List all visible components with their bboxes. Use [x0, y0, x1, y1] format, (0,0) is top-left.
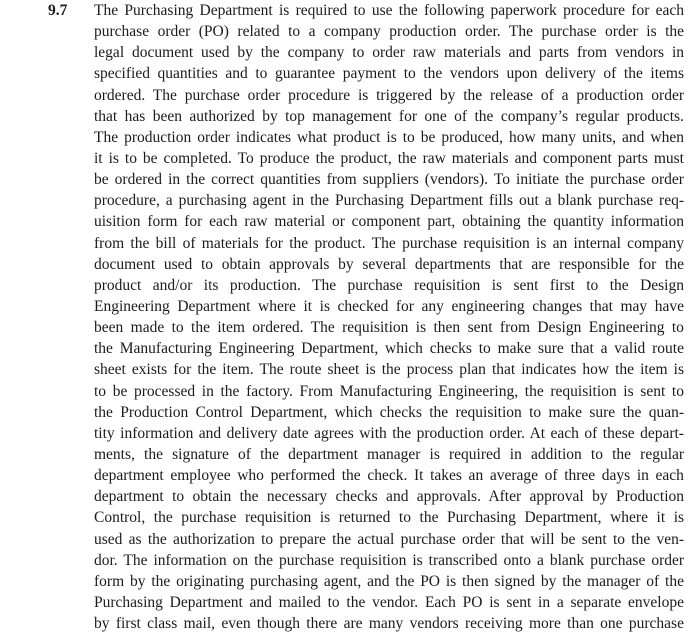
text-line: the Manufacturing Engineering Department, which checks to make sure that a valid route: [94, 340, 684, 358]
text-line: been made to the item ordered. The requisition is then sent from Design Engineering to: [94, 319, 684, 337]
text-line: uisition form for each raw material or component part, obtaining the quantity information: [94, 213, 684, 231]
text-line: from the bill of materials for the product. The purchase requisition is an internal company: [94, 234, 684, 252]
text-line: to be processed in the factory. From Manufacturing Engineering, the requisition is sent to: [94, 382, 684, 400]
text-line: it is to be completed. To produce the product, the raw materials and component parts must: [94, 149, 684, 167]
text-line: specified quantities and to guarantee payment to the vendors upon delivery of the items: [94, 65, 685, 83]
problem-text: [94, 0, 684, 634]
text-line: The production order indicates what product is to be produced, how many units, and when: [94, 128, 684, 146]
text-line: ments, the signature of the department manager is required in addition to the regular: [94, 445, 685, 463]
text-line: Purchasing Department and mailed to the vendor. Each PO is sent in a separate envelope: [94, 593, 684, 611]
text-line: product and/or its production. The purchase requisition is sent first to the Design: [94, 276, 684, 294]
text-line: that has been authorized by top management for one of the company’s regular products.: [94, 107, 684, 125]
text-line: Engineering Department where it is checked for any engineering changes that may have: [94, 297, 685, 315]
text-line: used as the authorization to prepare the actual purchase order that will be sent to the ven-: [94, 530, 685, 548]
text-line: sheet exists for the item. The route sheet is the process plan that indicates how the item is: [94, 361, 684, 379]
text-line: the Production Control Department, which checks the requisition to make sure the quan-: [94, 403, 684, 421]
text-line: by first class mail, even though there are many vendors receiving more than one purchase: [94, 615, 684, 633]
text-line: dor. The information on the purchase requisition is transcribed onto a blank purchase order: [94, 551, 685, 569]
text-line: Control, the purchase requisition is returned to the Purchasing Department, where it is: [94, 509, 685, 527]
text-line: be ordered in the correct quantities from suppliers (vendors). To initiate the purchase order: [94, 171, 684, 189]
text-line: purchase order (PO) related to a company production order. The purchase order is the: [94, 23, 685, 41]
problem-number: 9.7: [48, 2, 68, 19]
text-line: tity information and delivery date agrees with the production order. At each of these depart-: [94, 424, 684, 442]
text-line: department to obtain the necessary checks and approvals. After approval by Production: [94, 488, 684, 506]
text-line: The Purchasing Department is required to use the following paperwork procedure for each: [94, 2, 685, 19]
text-line: form by the originating purchasing agent, and the PO is then signed by the manager of the: [94, 572, 684, 590]
text-line: department employee who performed the check. It takes an average of three days in each: [94, 467, 684, 485]
text-line: procedure, a purchasing agent in the Purchasing Department fills out a blank purchase req-: [94, 192, 685, 210]
text-line: ordered. The purchase order procedure is triggered by the release of a production order: [94, 86, 685, 104]
text-line: document used to obtain approvals by several departments that are responsible for the: [94, 255, 684, 273]
text-line: legal document used by the company to order raw materials and parts from vendors in: [94, 44, 685, 62]
